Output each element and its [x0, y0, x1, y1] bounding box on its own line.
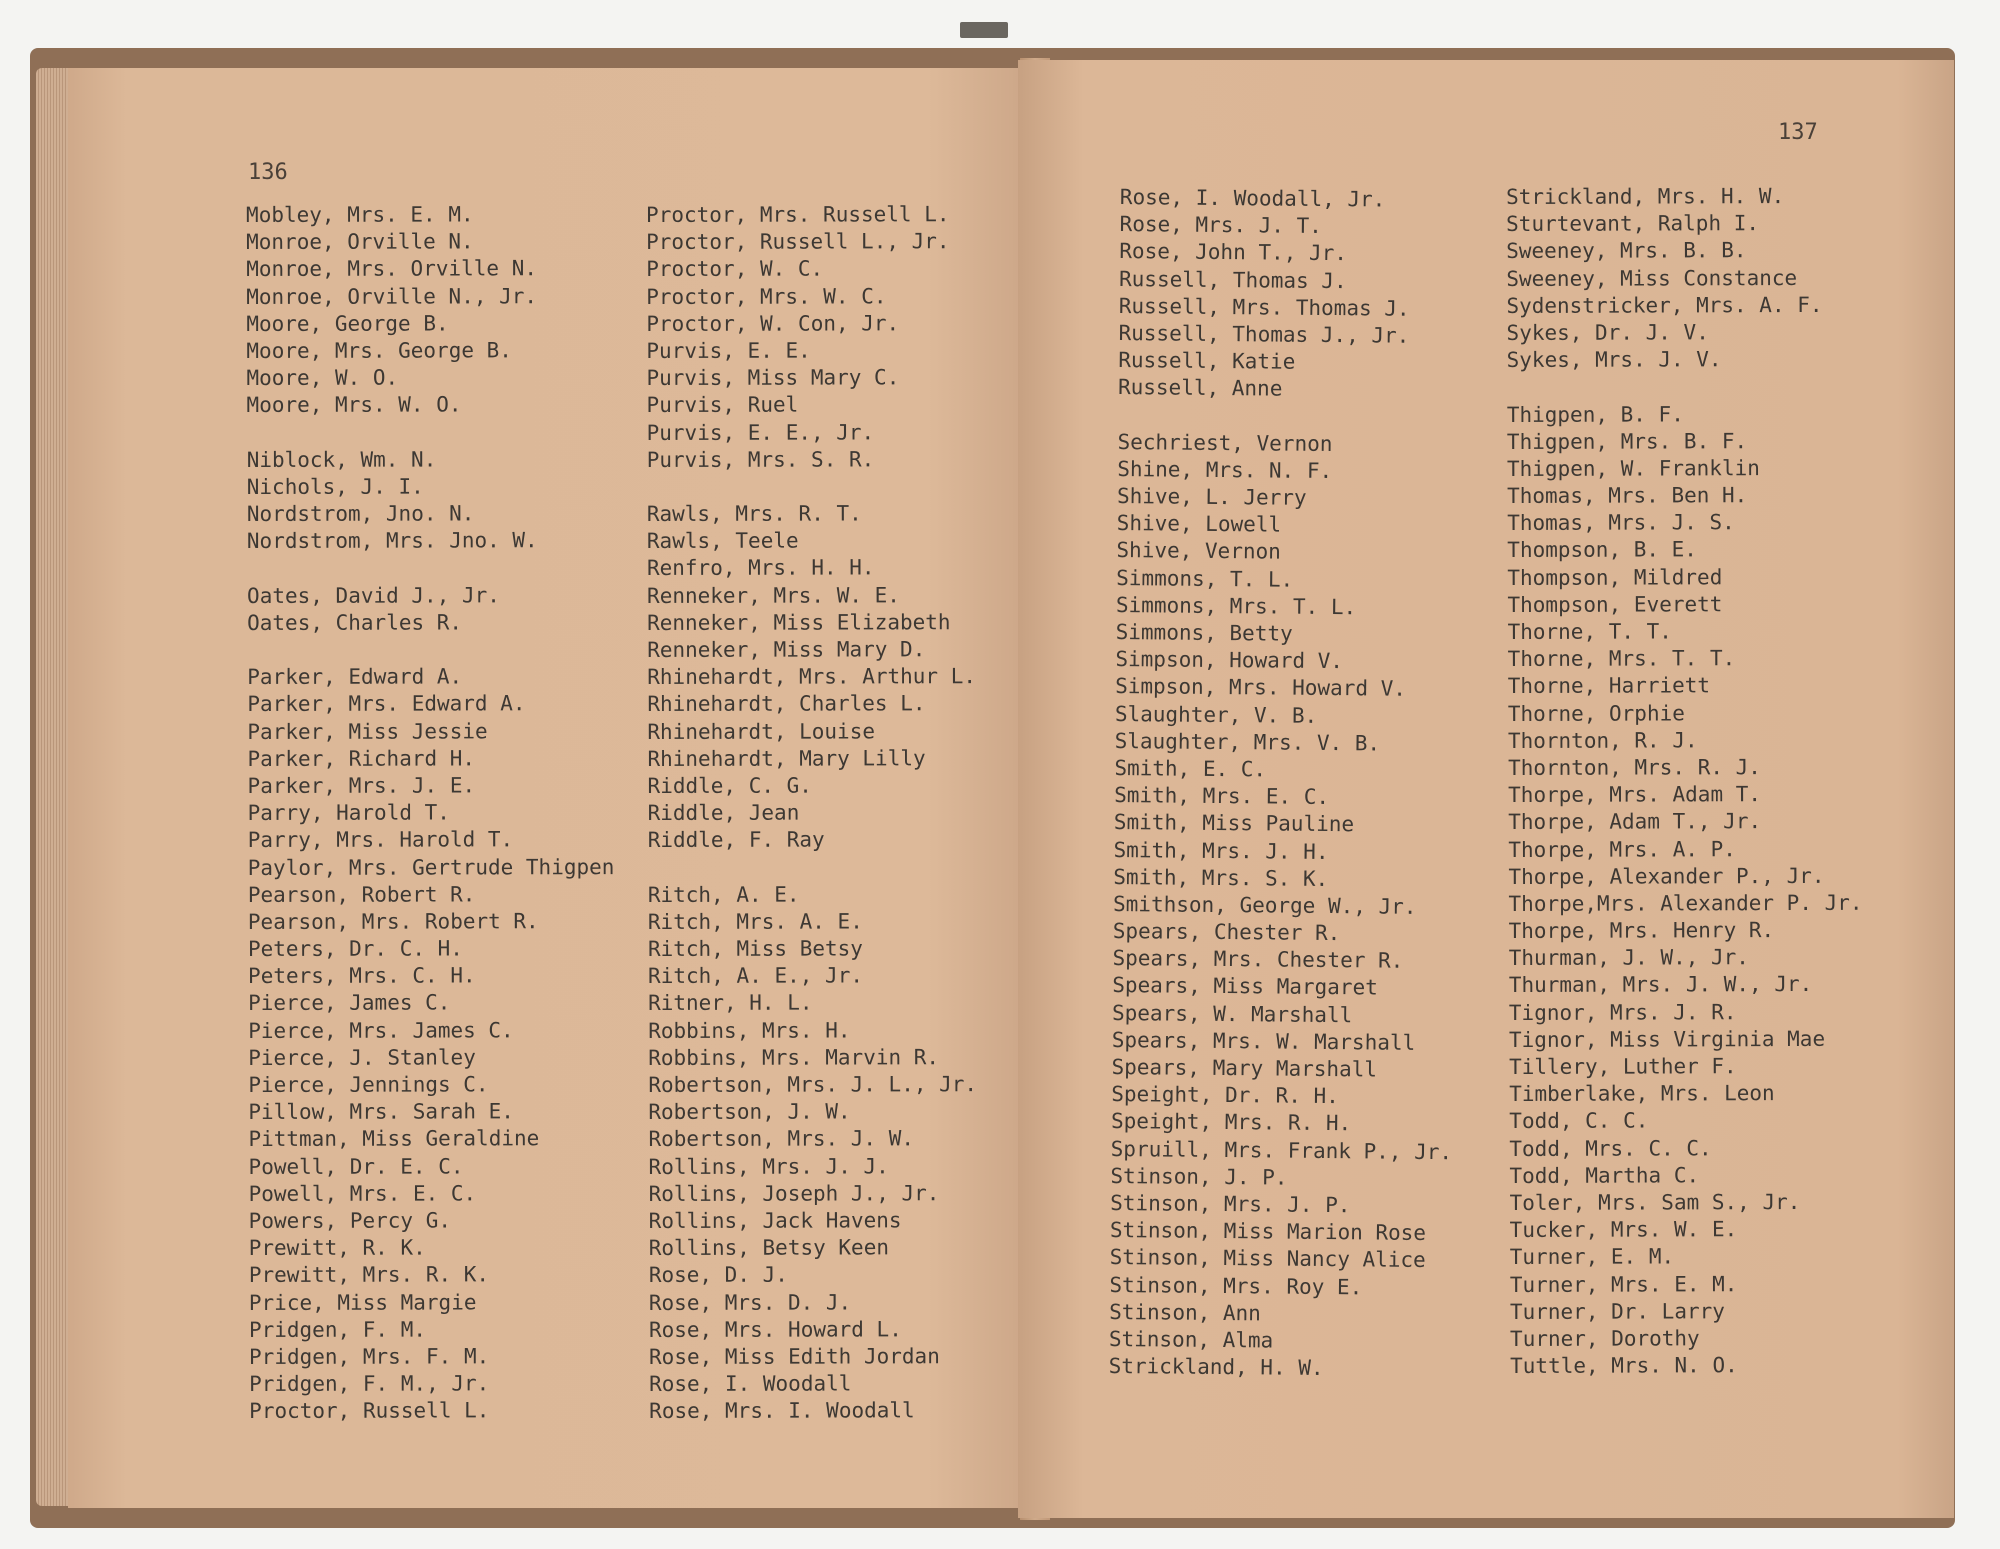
- name-column-1: [246, 201, 616, 1425]
- name-entry: Parker, Miss Jessie: [247, 718, 488, 744]
- name-entry: Parker, Edward A.: [247, 664, 463, 690]
- name-entry: Rhinehardt, Mary Lilly: [647, 746, 926, 771]
- name-entry: Thorpe,Mrs. Alexander P. Jr.: [1508, 890, 1863, 916]
- name-entry: Todd, Martha C.: [1509, 1163, 1700, 1188]
- name-entry: Stinson, Mrs. J. P.: [1110, 1190, 1351, 1218]
- name-entry: Timberlake, Mrs. Leon: [1509, 1081, 1775, 1107]
- name-entry: Parker, Mrs. J. E.: [247, 773, 476, 798]
- name-entry: Russell, Katie: [1118, 348, 1296, 374]
- name-entry: Rhinehardt, Mrs. Arthur L.: [647, 664, 977, 690]
- name-entry: Pridgen, F. M.: [248, 1317, 426, 1342]
- name-entry: Robertson, Mrs. J. L., Jr.: [648, 1072, 978, 1097]
- name-entry: Ritch, Mrs. A. E.: [647, 909, 863, 934]
- name-entry: Moore, Mrs. George B.: [246, 338, 512, 363]
- name-entry: Paylor, Mrs. Gertrude Thigpen: [247, 854, 615, 880]
- name-entry: Sweeney, Mrs. B. B.: [1506, 238, 1747, 264]
- name-entry: Stinson, Miss Nancy Alice: [1109, 1245, 1426, 1273]
- name-entry: Simpson, Howard V.: [1115, 647, 1344, 674]
- name-entry: Shive, Lowell: [1116, 511, 1282, 537]
- name-entry: Turner, Dr. Larry: [1509, 1298, 1725, 1324]
- name-entry: Rollins, Mrs. J. J.: [648, 1153, 889, 1179]
- name-entry: Parry, Harold T.: [247, 800, 450, 826]
- name-entry: Thomas, Mrs. Ben H.: [1507, 483, 1748, 509]
- name-entry: Pierce, Mrs. James C.: [248, 1017, 514, 1043]
- name-entry: Sykes, Dr. J. V.: [1506, 320, 1709, 345]
- name-entry: Rose, Mrs. D. J.: [648, 1289, 852, 1315]
- name-entry: Pierce, James C.: [248, 990, 451, 1016]
- name-entry: Robbins, Mrs. Marvin R.: [648, 1045, 940, 1070]
- name-entry: Turner, E. M.: [1509, 1244, 1675, 1270]
- name-column-4: [1506, 183, 1864, 1380]
- name-entry: Proctor, Mrs. Russell L.: [646, 202, 950, 227]
- name-entry: Russell, Thomas J., Jr.: [1118, 320, 1410, 348]
- name-entry: Robertson, Mrs. J. W.: [648, 1126, 915, 1152]
- name-entry: Smith, E. C.: [1114, 755, 1267, 782]
- name-entry: Rollins, Betsy Keen: [648, 1235, 889, 1261]
- name-entry: Strickland, Mrs. H. W.: [1506, 184, 1785, 209]
- name-entry: Rollins, Jack Havens: [648, 1208, 902, 1233]
- name-entry: Thorpe, Mrs. Adam T.: [1508, 782, 1762, 808]
- name-entry: Rose, Miss Edith Jordan: [648, 1344, 940, 1369]
- name-entry: Shive, Vernon: [1116, 538, 1281, 564]
- name-entry: Parker, Richard H.: [247, 746, 476, 771]
- name-entry: Stinson, Miss Marion Rose: [1109, 1218, 1427, 1246]
- name-entry: Pridgen, Mrs. F. M.: [248, 1344, 490, 1369]
- name-entry: Renneker, Miss Mary D.: [647, 637, 926, 662]
- name-entry: Thurman, Mrs. J. W., Jr.: [1508, 972, 1813, 998]
- name-entry: Proctor, W. C.: [646, 256, 824, 282]
- name-entry: Tignor, Mrs. J. R.: [1508, 999, 1737, 1025]
- name-entry: Prewitt, R. K.: [248, 1235, 426, 1261]
- name-entry: Speight, Dr. R. H.: [1111, 1082, 1339, 1109]
- name-entry: Prewitt, Mrs. R. K.: [248, 1262, 490, 1288]
- name-entry: Stinson, Alma: [1108, 1326, 1274, 1353]
- name-entry: Proctor, Russell L., Jr.: [646, 229, 950, 255]
- name-entry: Thompson, B. E.: [1507, 537, 1697, 563]
- name-entry: Purvis, Miss Mary C.: [646, 365, 900, 391]
- name-entry: Rose, Mrs. J. T.: [1119, 212, 1323, 239]
- name-entry: Monroe, Orville N.: [246, 229, 474, 255]
- name-entry: Proctor, Russell L.: [249, 1398, 490, 1424]
- name-entry: Nichols, J. I.: [246, 474, 424, 499]
- name-entry: Peters, Mrs. C. H.: [247, 963, 476, 989]
- name-entry: Spears, Mrs. W. Marshall: [1111, 1027, 1416, 1055]
- name-entry: Thorne, T. T.: [1507, 619, 1672, 644]
- name-entry: Purvis, E. E.: [646, 338, 811, 363]
- name-entry: Monroe, Orville N., Jr.: [246, 283, 538, 309]
- name-entry: Riddle, F. Ray: [647, 827, 825, 853]
- name-entry: Sechriest, Vernon: [1117, 429, 1333, 456]
- name-entry: Sydenstricker, Mrs. A. F.: [1506, 292, 1823, 318]
- name-entry: Purvis, Ruel: [646, 392, 799, 418]
- name-entry: Slaughter, Mrs. V. B.: [1114, 728, 1381, 756]
- name-entry: Rose, I. Woodall: [649, 1371, 852, 1397]
- name-entry: Sweeney, Miss Constance: [1506, 265, 1798, 291]
- name-entry: Smith, Mrs. S. K.: [1113, 864, 1329, 891]
- name-entry: Simmons, Mrs. T. L.: [1115, 592, 1357, 620]
- name-entry: Pierce, Jennings C.: [248, 1072, 489, 1097]
- name-entry: Pearson, Robert R.: [247, 882, 476, 907]
- name-entry: Robbins, Mrs. H.: [648, 1018, 851, 1043]
- name-entry: Tuttle, Mrs. N. O.: [1510, 1353, 1738, 1379]
- name-entry: Pierce, J. Stanley: [248, 1045, 476, 1070]
- name-entry: Pillow, Mrs. Sarah E.: [248, 1099, 514, 1125]
- name-entry: Toler, Mrs. Sam S., Jr.: [1509, 1189, 1801, 1215]
- name-entry: Stinson, Mrs. Roy E.: [1109, 1272, 1363, 1299]
- name-entry: Parry, Mrs. Harold T.: [247, 827, 514, 853]
- bookmark-tab: [960, 22, 1008, 38]
- name-entry: Speight, Mrs. R. H.: [1110, 1109, 1352, 1136]
- name-entry: Tucker, Mrs. W. E.: [1509, 1217, 1738, 1243]
- name-entry: Moore, George B.: [246, 311, 449, 336]
- name-entry: Thorpe, Alexander P., Jr.: [1508, 863, 1825, 889]
- name-entry: Powell, Mrs. E. C.: [248, 1181, 477, 1206]
- page-number-right: 137: [1778, 120, 1818, 145]
- name-entry: Peters, Dr. C. H.: [247, 936, 463, 962]
- name-entry: Russell, Anne: [1117, 375, 1283, 401]
- name-entry: Shive, L. Jerry: [1116, 484, 1307, 510]
- name-entry: Purvis, Mrs. S. R.: [646, 447, 875, 472]
- left-page: [68, 68, 1046, 1508]
- name-entry: Smith, Mrs. J. H.: [1113, 837, 1329, 864]
- name-entry: Rhinehardt, Louise: [647, 718, 875, 744]
- name-entry: Riddle, Jean: [647, 800, 800, 826]
- name-entry: Rose, I. Woodall, Jr.: [1119, 184, 1386, 212]
- name-entry: Rhinehardt, Charles L.: [647, 691, 926, 717]
- name-entry: Thigpen, Mrs. B. F.: [1506, 428, 1748, 454]
- name-column-2: [646, 201, 978, 1425]
- name-entry: Moore, Mrs. W. O.: [246, 392, 462, 418]
- name-entry: Slaughter, V. B.: [1114, 701, 1318, 728]
- name-entry: Rose, Mrs. Howard L.: [648, 1317, 902, 1342]
- name-entry: Simpson, Mrs. Howard V.: [1115, 674, 1407, 702]
- name-entry: Monroe, Mrs. Orville N.: [246, 256, 538, 282]
- name-entry: Powell, Dr. E. C.: [248, 1153, 464, 1179]
- name-entry: Thurman, J. W., Jr.: [1508, 945, 1749, 971]
- name-entry: Thorne, Harriett: [1507, 673, 1711, 699]
- name-entry: Pridgen, F. M., Jr.: [249, 1371, 490, 1397]
- name-entry: Rollins, Joseph J., Jr.: [648, 1180, 940, 1206]
- name-entry: Nordstrom, Jno. N.: [246, 501, 475, 527]
- name-column-3: [1109, 184, 1462, 1383]
- name-entry: Ritch, Miss Betsy: [647, 936, 863, 962]
- name-entry: Thorpe, Adam T., Jr.: [1508, 809, 1762, 835]
- name-entry: Renneker, Mrs. W. E.: [646, 582, 900, 608]
- name-entry: Thompson, Everett: [1507, 592, 1723, 617]
- name-entry: Powers, Percy G.: [248, 1208, 451, 1233]
- name-entry: Todd, Mrs. C. C.: [1509, 1135, 1712, 1161]
- name-entry: Thornton, R. J.: [1507, 728, 1698, 753]
- name-entry: Spears, Mary Marshall: [1111, 1054, 1378, 1082]
- name-entry: Ritner, H. L.: [648, 991, 813, 1016]
- name-entry: Pittman, Miss Geraldine: [248, 1126, 540, 1152]
- name-entry: Proctor, Mrs. W. C.: [646, 283, 887, 309]
- name-entry: Rose, D. J.: [648, 1262, 788, 1288]
- name-entry: Sturtevant, Ralph I.: [1506, 211, 1760, 237]
- name-entry: Proctor, W. Con, Jr.: [646, 311, 900, 336]
- name-entry: Renneker, Miss Elizabeth: [647, 610, 951, 635]
- name-entry: Thigpen, B. F.: [1506, 401, 1684, 427]
- name-entry: Turner, Dorothy: [1509, 1326, 1700, 1351]
- name-entry: Thorne, Mrs. T. T.: [1507, 646, 1736, 672]
- name-entry: Thorpe, Mrs. A. P.: [1508, 836, 1736, 862]
- name-entry: Renfro, Mrs. H. H.: [646, 555, 875, 581]
- right-page: [1018, 60, 1954, 1518]
- name-entry: Riddle, C. G.: [647, 773, 812, 798]
- name-entry: Ritch, A. E.: [647, 882, 800, 907]
- name-entry: Spears, Chester R.: [1112, 919, 1341, 946]
- name-entry: Ritch, A. E., Jr.: [647, 963, 863, 989]
- name-entry: Rawls, Teele: [646, 528, 799, 554]
- name-entry: Rose, Mrs. I. Woodall: [649, 1398, 915, 1424]
- name-entry: Price, Miss Margie: [248, 1289, 477, 1315]
- name-entry: Niblock, Wm. N.: [246, 447, 437, 472]
- name-entry: Moore, W. O.: [246, 365, 399, 391]
- name-entry: Smithson, George W., Jr.: [1112, 891, 1417, 919]
- name-entry: Robertson, J. W.: [648, 1099, 851, 1125]
- name-entry: Pearson, Mrs. Robert R.: [247, 909, 539, 934]
- page-number-left: 136: [248, 160, 288, 185]
- name-entry: Rose, John T., Jr.: [1119, 239, 1348, 266]
- name-entry: Stinson, J. P.: [1110, 1163, 1288, 1190]
- name-entry: Rawls, Mrs. R. T.: [646, 501, 862, 527]
- name-entry: Russell, Thomas J.: [1118, 266, 1347, 293]
- name-entry: Turner, Mrs. E. M.: [1509, 1271, 1738, 1297]
- name-entry: Simmons, Betty: [1115, 619, 1293, 646]
- name-entry: Russell, Mrs. Thomas J.: [1118, 293, 1410, 321]
- name-entry: Thomas, Mrs. J. S.: [1507, 510, 1735, 536]
- name-entry: Tignor, Miss Virginia Mae: [1508, 1026, 1826, 1052]
- name-entry: Parker, Mrs. Edward A.: [247, 691, 526, 717]
- name-entry: Smith, Mrs. E. C.: [1114, 783, 1330, 810]
- name-entry: Sykes, Mrs. J. V.: [1506, 347, 1722, 373]
- name-entry: Thorne, Orphie: [1507, 700, 1685, 726]
- name-entry: Stinson, Ann: [1109, 1299, 1262, 1326]
- name-entry: Tillery, Luther F.: [1509, 1054, 1737, 1079]
- open-book: [30, 48, 1955, 1528]
- name-entry: Simmons, T. L.: [1116, 565, 1294, 592]
- name-entry: Spears, Miss Margaret: [1112, 973, 1378, 1000]
- name-entry: Purvis, E. E., Jr.: [646, 419, 875, 445]
- name-entry: Oates, Charles R.: [247, 610, 463, 635]
- name-entry: Smith, Miss Pauline: [1113, 810, 1355, 837]
- name-entry: Spears, Mrs. Chester R.: [1112, 946, 1404, 974]
- name-entry: Thornton, Mrs. R. J.: [1507, 755, 1761, 780]
- name-entry: Oates, David J., Jr.: [246, 582, 500, 608]
- name-entry: Shine, Mrs. N. F.: [1117, 456, 1333, 483]
- name-entry: Mobley, Mrs. E. M.: [246, 202, 474, 227]
- name-entry: Thompson, Mildred: [1507, 564, 1723, 590]
- name-entry: Strickland, H. W.: [1108, 1354, 1324, 1381]
- name-entry: Nordstrom, Mrs. Jno. W.: [246, 528, 538, 554]
- name-entry: Thorpe, Mrs. Henry R.: [1508, 918, 1775, 944]
- name-entry: Spears, W. Marshall: [1111, 1000, 1353, 1027]
- name-entry: Todd, C. C.: [1509, 1108, 1649, 1134]
- name-entry: Spruill, Mrs. Frank P., Jr.: [1110, 1136, 1453, 1164]
- name-entry: Thigpen, W. Franklin: [1506, 455, 1760, 481]
